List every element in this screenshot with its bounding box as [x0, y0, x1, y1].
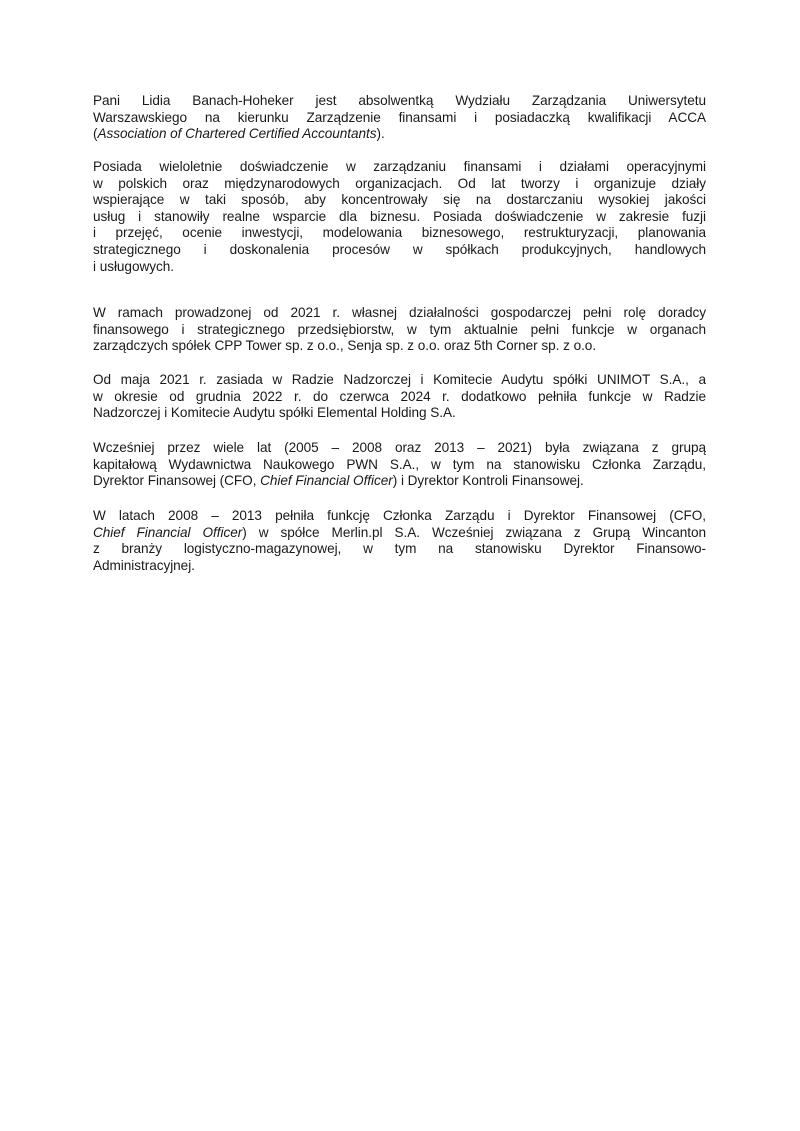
- text-line: strategicznego i doskonalenia procesów w spółkach produkcyjnych, handlowych: [93, 241, 706, 257]
- text-line: Wcześniej przez wiele lat (2005 – 2008 oraz 2013 – 2021) była związana z grupą: [93, 440, 706, 455]
- text-fragment: ).: [376, 126, 385, 142]
- text-line: kapitałową Wydawnictwa Naukowego PWN S.A., w tym na stanowisku Członka Zarządu,: [93, 456, 706, 472]
- paragraph-pwn: [93, 440, 706, 490]
- italic-text: Association of Chartered Certified Accountants: [97, 126, 377, 142]
- text-line: [93, 525, 706, 542]
- text-line: i usługowych.: [93, 258, 174, 274]
- italic-text: Chief Financial Officer: [93, 524, 243, 540]
- text-line: W latach 2008 – 2013 pełniła funkcję Członka Zarządu i Dyrektor Finansowej (CFO,: [93, 508, 706, 523]
- paragraph-merlin: [93, 508, 706, 574]
- text-line: w polskich oraz międzynarodowych organizacjach. Od lat tworzy i organizuje działy: [93, 175, 706, 191]
- paragraph-experience: [93, 159, 706, 275]
- text-fragment: Dyrektor Finansowej (CFO,: [93, 473, 261, 489]
- text-line: Nadzorczej i Komitecie Audytu spółki Elemental Holding S.A.: [93, 405, 456, 421]
- text-line: w okresie od grudnia 2022 r. do czerwca 2024 r. dodatkowo pełniła funkcje w Radzie: [93, 388, 706, 404]
- text-fragment: ) i Dyrektor Kontroli Finansowej.: [392, 473, 584, 489]
- text-line: Pani Lidia Banach-Hoheker jest absolwentką Wydziału Zarządzania Uniwersytetu: [93, 93, 706, 108]
- text-line: W ramach prowadzonej od 2021 r. własnej działalności gospodarczej pełni rolę doradcy: [93, 305, 706, 320]
- text-line: finansowego i strategicznego przedsiębiorstw, w tym aktualnie pełni funkcje w organach: [93, 321, 706, 337]
- text-fragment: (: [93, 126, 98, 142]
- text-line: Od maja 2021 r. zasiada w Radzie Nadzorczej i Komitecie Audytu spółki UNIMOT S.A., a: [93, 372, 706, 387]
- text-line: zarządczych spółek CPP Tower sp. z o.o., Senja sp. z o.o. oraz 5th Corner sp. z o.o.: [93, 338, 597, 354]
- italic-text: Chief Financial Officer: [260, 473, 393, 489]
- text-line: i przejęć, ocenie inwestycji, modelowania biznesowego, restrukturyzacji, planowania: [93, 225, 706, 241]
- text-line: Warszawskiego na kierunku Zarządzenie finansami i posiadaczką kwalifikacji ACCA: [93, 109, 706, 125]
- text-line: [93, 126, 706, 143]
- text-fragment: ) w spółce Merlin.pl S.A. Wcześniej związana z Grupą Wincanton: [242, 524, 706, 540]
- text-line: z branży logistyczno-magazynowej, w tym na stanowisku Dyrektor Finansowo-: [93, 541, 706, 557]
- text-line: Administracyjnej.: [93, 557, 195, 573]
- text-line: wspierające w taki sposób, aby koncentrowały się na dostarczaniu wysokiej jakości: [93, 192, 706, 208]
- paragraph-supervisory-boards: [93, 372, 706, 422]
- paragraph-education: [93, 93, 706, 143]
- paragraph-advisory: [93, 305, 706, 355]
- text-line: usług i stanowiły realne wsparcie dla biznesu. Posiada doświadczenie w zakresie fuzji: [93, 208, 706, 224]
- text-line: Posiada wieloletnie doświadczenie w zarządzaniu finansami i działami operacyjnymi: [93, 159, 706, 174]
- text-line: [93, 473, 706, 490]
